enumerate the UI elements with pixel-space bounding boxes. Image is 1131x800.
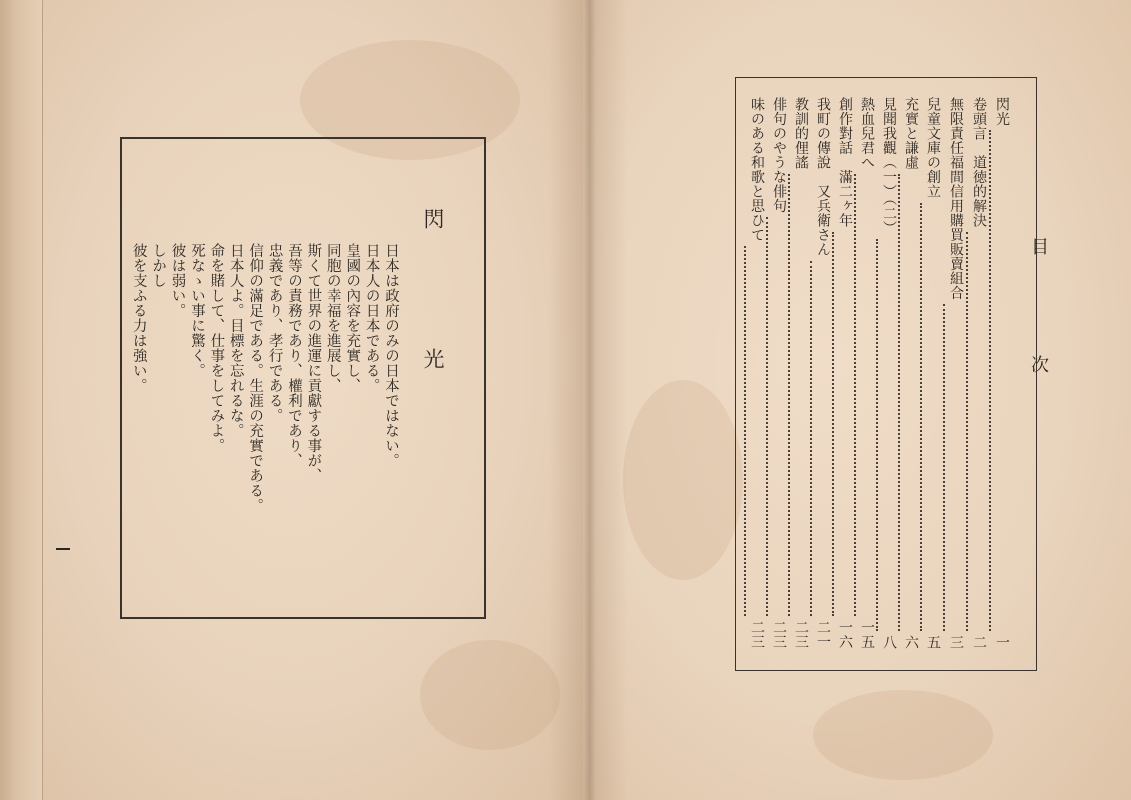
poem-line: 斯くて世界の進運に貢獻する事が、	[305, 243, 322, 483]
leader-dots	[854, 174, 877, 617]
leader-dots	[810, 261, 833, 617]
toc-entry[interactable]	[966, 97, 989, 649]
poem-title-char: 閃	[421, 208, 445, 231]
toc-entry[interactable]	[989, 97, 1012, 649]
toc-entry-page: 二三	[793, 620, 809, 649]
toc-entry[interactable]	[810, 97, 833, 649]
toc-title-char: 目	[1028, 237, 1049, 255]
toc-entry[interactable]	[788, 97, 811, 649]
leader-dots	[989, 130, 1012, 631]
toc-entry[interactable]	[876, 97, 899, 649]
toc-entry-title: 無限責任福間信用購買販賣組合	[948, 97, 964, 300]
toc-entry-title: 味のある和歌と思ひて	[749, 97, 765, 242]
toc-entry-title: 見聞我觀（一）（二）	[881, 97, 897, 235]
toc-entry-title: 卷頭言 道徳的解決	[971, 97, 987, 228]
poem-body	[130, 243, 400, 593]
leader-dots	[744, 246, 767, 616]
leader-dots	[876, 239, 899, 631]
poem-title-char: 光	[421, 348, 445, 371]
toc-entry-title: 俳句のやうな俳句	[771, 97, 787, 213]
paper-stain	[623, 380, 743, 580]
toc-entry[interactable]	[854, 97, 877, 649]
poem-line: 命を賭して、仕事をしてみよ。	[208, 243, 225, 453]
toc-entry-page: 五	[925, 634, 941, 649]
leader-dots	[788, 174, 811, 617]
poem-line: 皇國の內容を充實し、	[344, 243, 361, 393]
toc-entry-title: 我町の傳說 又兵衛さん	[815, 97, 831, 257]
toc-entry[interactable]	[766, 97, 789, 649]
toc-entry-page: 六	[903, 634, 919, 649]
paper-stain	[420, 640, 560, 750]
poem-line: 日本人よ。目標を忘れるな。	[227, 243, 244, 438]
poem-line: 吾等の責務であり、權利であり、	[285, 243, 302, 468]
leader-dots	[943, 304, 966, 631]
poem-line: 日本人の日本である。	[363, 243, 380, 393]
leader-dots	[966, 232, 989, 631]
page-edge	[0, 0, 43, 800]
poem-line: しかし	[150, 243, 167, 288]
leader-dots	[766, 217, 789, 616]
poem-line: 彼を支ふる力は強い。	[130, 243, 147, 393]
toc-list	[749, 97, 1012, 649]
toc-entry-page: 一	[994, 634, 1010, 649]
book-gutter	[548, 0, 628, 800]
toc-entry[interactable]	[744, 97, 767, 649]
toc-entry[interactable]	[943, 97, 966, 649]
toc-entry[interactable]	[920, 97, 943, 649]
poem-line: 彼は弱い。	[169, 243, 186, 318]
leader-dots	[920, 203, 943, 631]
toc-entry-page: 一六	[837, 620, 853, 649]
toc-entry-page: 二	[971, 634, 987, 649]
toc-entry-page: 一五	[859, 620, 875, 649]
leader-dots	[898, 174, 921, 631]
poem-title	[404, 208, 460, 408]
toc-entry-title: 教訓的俚謠	[793, 97, 809, 170]
poem-line: 日本は政府のみの日本ではない。	[383, 243, 399, 468]
toc-entry-title: 創作對話 滿二ヶ年	[837, 97, 853, 228]
paper-stain	[813, 690, 993, 780]
poem-line: 忠義であり、孝行である。	[266, 243, 283, 423]
toc-entry-page: 二三	[749, 620, 765, 649]
toc-entry-title: 充實と謙虛	[903, 97, 919, 170]
toc-entry-page: 二三	[771, 620, 787, 649]
toc-title-char: 次	[1028, 355, 1049, 373]
toc-entry[interactable]	[832, 97, 855, 649]
toc-entry-title: 閃光	[994, 97, 1010, 126]
toc-entry-page: 三	[948, 634, 964, 649]
toc-entry-page: 二一	[815, 620, 831, 649]
poem-line: 同胞の幸福を進展し、	[324, 243, 341, 393]
page-number	[56, 548, 70, 550]
poem-line: 死なゝい事に驚く。	[188, 243, 205, 378]
toc-title	[1020, 237, 1050, 377]
toc-entry-page: 八	[881, 634, 897, 649]
toc-entry-title: 熱血兒君へ	[859, 97, 875, 170]
poem-line: 信仰の滿足である。生涯の充實である。	[247, 243, 264, 513]
toc-entry[interactable]	[898, 97, 921, 649]
toc-entry-title: 兒童文庫の創立	[925, 97, 941, 199]
leader-dots	[832, 232, 855, 617]
